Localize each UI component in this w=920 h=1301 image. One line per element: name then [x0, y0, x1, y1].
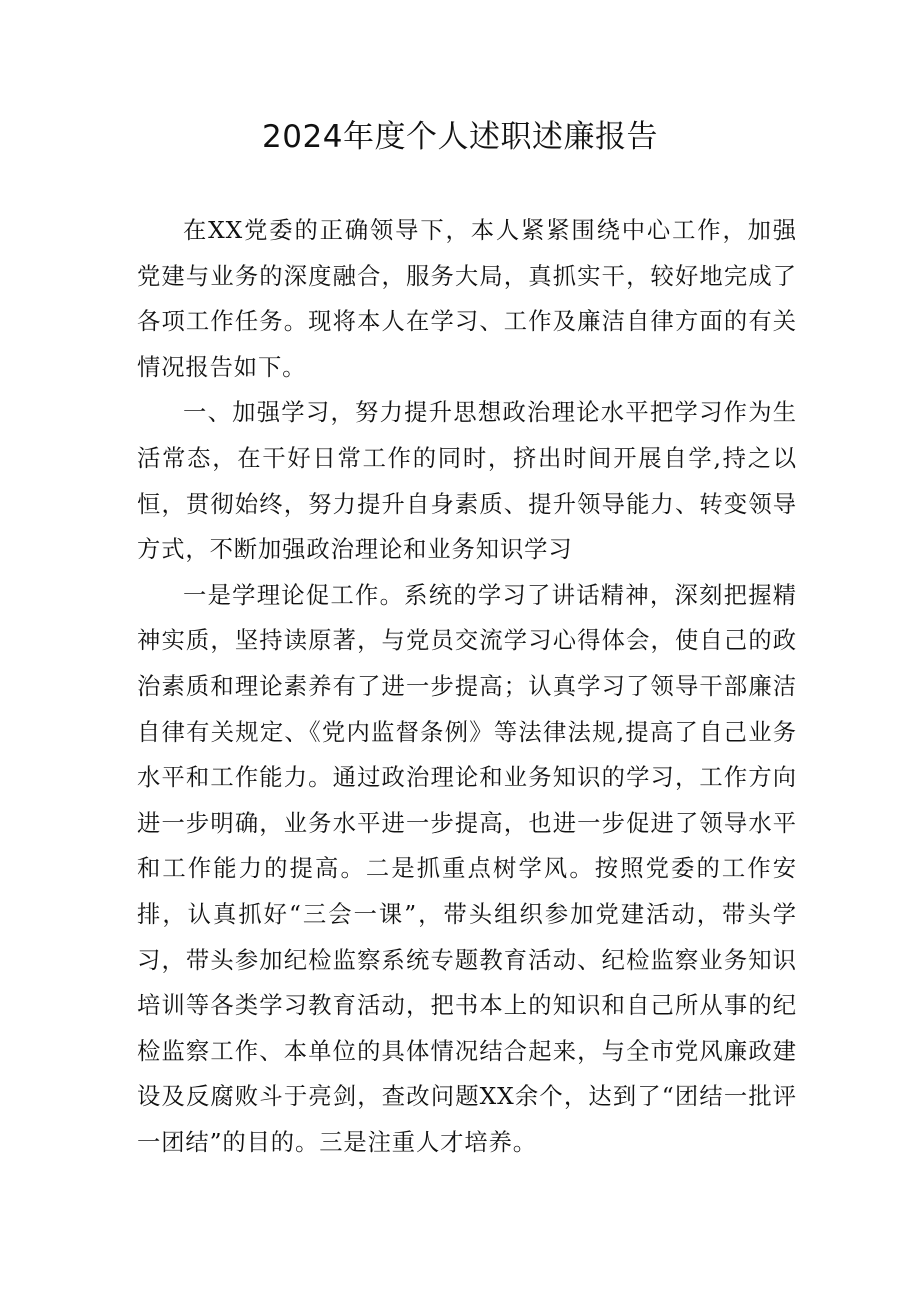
paragraph-study-details: 一是学理论促工作。系统的学习了讲话精神，深刻把握精神实质，坚持读原著，与党员交流学习心得体会，使自己的政治素质和理论素养有了进一步提高；认真学习了领导干部廉洁自律有关规定、《党内监督条例》等法律法规,提高了自己业务水平和工作能力。通过政治理论和业务知识的学习，工作方向进一步明确，业务水平进一步提高，也进一步促进了领导水平和工作能力的提高。二是抓重点树学风。按照党委的工作安排，认真抓好“三会一课”，带头组织参加党建活动，带头学习，带头参加纪检监察系统专题教育活动、纪检监察业务知识培训等各类学习教育活动，把书本上的知识和自己所从事的纪检监察工作、本单位的具体情况结合起来，与全市党风廉政建设及反腐败斗于亮剑，查改问题XX余个，达到了“团结一批评一团结”的目的。三是注重人才培养。	[137, 581, 797, 1156]
paragraph-section-one-heading: 一、加强学习，努力提升思想政治理论水平把学习作为生活常态，在干好日常工作的同时，挤出时间开展自学,持之以恒，贯彻始终，努力提升自身素质、提升领导能力、转变领导方式，不断加强政治理论和业务知识学习	[137, 399, 797, 564]
paragraph-intro: 在XX党委的正确领导下，本人紧紧围绕中心工作，加强党建与业务的深度融合，服务大局，真抓实干，较好地完成了各项工作任务。现将本人在学习、工作及廉洁自律方面的有关情况报告如下。	[137, 217, 797, 381]
document-body	[137, 208, 797, 1165]
document-title: 2024年度个人述职述廉报告	[262, 119, 658, 155]
